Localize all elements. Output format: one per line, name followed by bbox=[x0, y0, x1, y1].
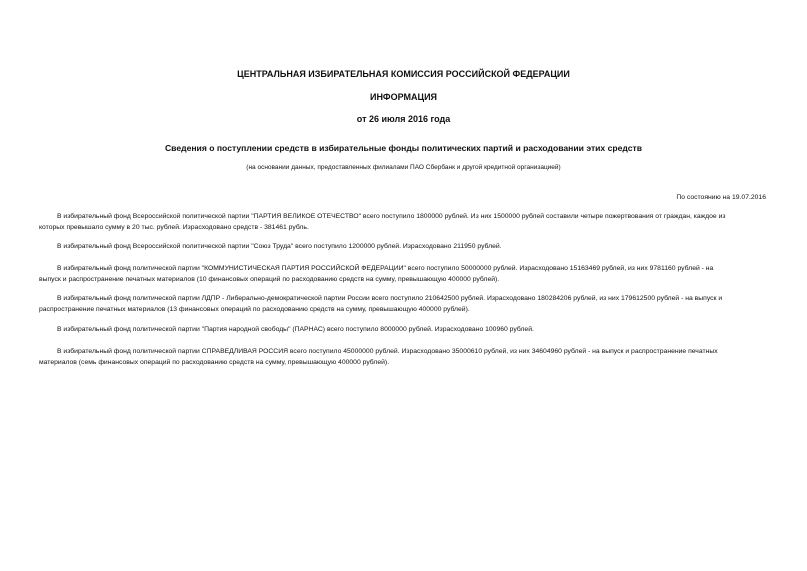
organization-heading: ЦЕНТРАЛЬНАЯ ИЗБИРАТЕЛЬНАЯ КОМИССИЯ РОССИЙСКОЙ ФЕДЕРАЦИИ bbox=[237, 69, 570, 79]
paragraph-line: В избирательный фонд политической партии ЛДПР - Либерально-демократической партии России всего поступило 210642500 рублей. Израсходовано 180284206 рублей, из них 179612500 рублей - на выпуск и bbox=[57, 295, 723, 302]
document-type-heading: ИНФОРМАЦИЯ bbox=[369, 92, 438, 102]
paragraph-line: выпуск и распространение печатных материалов (10 финансовых операций по расходованию средств на сумму, превышающую 400000 рублей). bbox=[39, 275, 500, 283]
paragraph-spravedlivaya-rossiya bbox=[39, 347, 807, 368]
paragraph-line: распространение печатных материалов (13 финансовых операций по расходованию средств на сумму, превышающую 400000 рублей). bbox=[39, 305, 470, 313]
paragraph-line: В избирательный фонд политической партии "Партия народной свободы" (ПАРНАС) всего поступило 8000000 рублей. Израсходовано 100960 рублей. bbox=[57, 326, 534, 333]
paragraph-line: В избирательный фонд Всероссийской политической партии "ПАРТИЯ ВЕЛИКОЕ ОТЕЧЕСТВО" всего поступило 1800000 рублей. Из них 1500000 рублей составили четыре пожертвования от граждан, каждое из bbox=[57, 213, 726, 220]
paragraph-ldpr bbox=[39, 294, 807, 315]
paragraph-line: материалов (семь финансовых операций по расходованию средств на сумму, превышающую 400000 рублей). bbox=[39, 358, 390, 366]
paragraph-kprf bbox=[39, 264, 807, 285]
paragraph-line: В избирательный фонд политической партии СПРАВЕДЛИВАЯ РОССИЯ всего поступило 45000000 рублей. Израсходовано 35000610 рублей, из них 34604960 рублей - на выпуск и распространение печатных bbox=[57, 348, 718, 355]
document-date: от 26 июля 2016 года bbox=[356, 114, 451, 124]
status-date: По состоянию на 19.07.2016 bbox=[676, 194, 766, 201]
paragraph-velikoe-otechestvo bbox=[39, 212, 807, 233]
document-subtitle: (на основании данных, предоставленных филиалами ПАО Сбербанк и другой кредитной организацией) bbox=[246, 164, 561, 171]
document-title: Сведения о поступлении средств в избирательные фонды политических партий и расходовании этих средств bbox=[164, 143, 643, 153]
paragraph-parnas bbox=[39, 325, 807, 336]
paragraph-soyuz-truda bbox=[39, 242, 807, 253]
paragraph-line: В избирательный фонд Всероссийской политической партии "Союз Труда" всего поступило 1200000 рублей. Израсходовано 211950 рублей. bbox=[57, 243, 502, 250]
paragraph-line: которых превышало сумму в 20 тыс. рублей. Израсходовано средств - 381461 рубль. bbox=[39, 223, 309, 231]
paragraph-line: В избирательный фонд политической партии "КОММУНИСТИЧЕСКАЯ ПАРТИЯ РОССИЙСКОЙ ФЕДЕРАЦИИ" всего поступило 50000000 рублей. Израсходовано 15163469 рублей, из них 9781160 рублей - на bbox=[57, 265, 714, 272]
